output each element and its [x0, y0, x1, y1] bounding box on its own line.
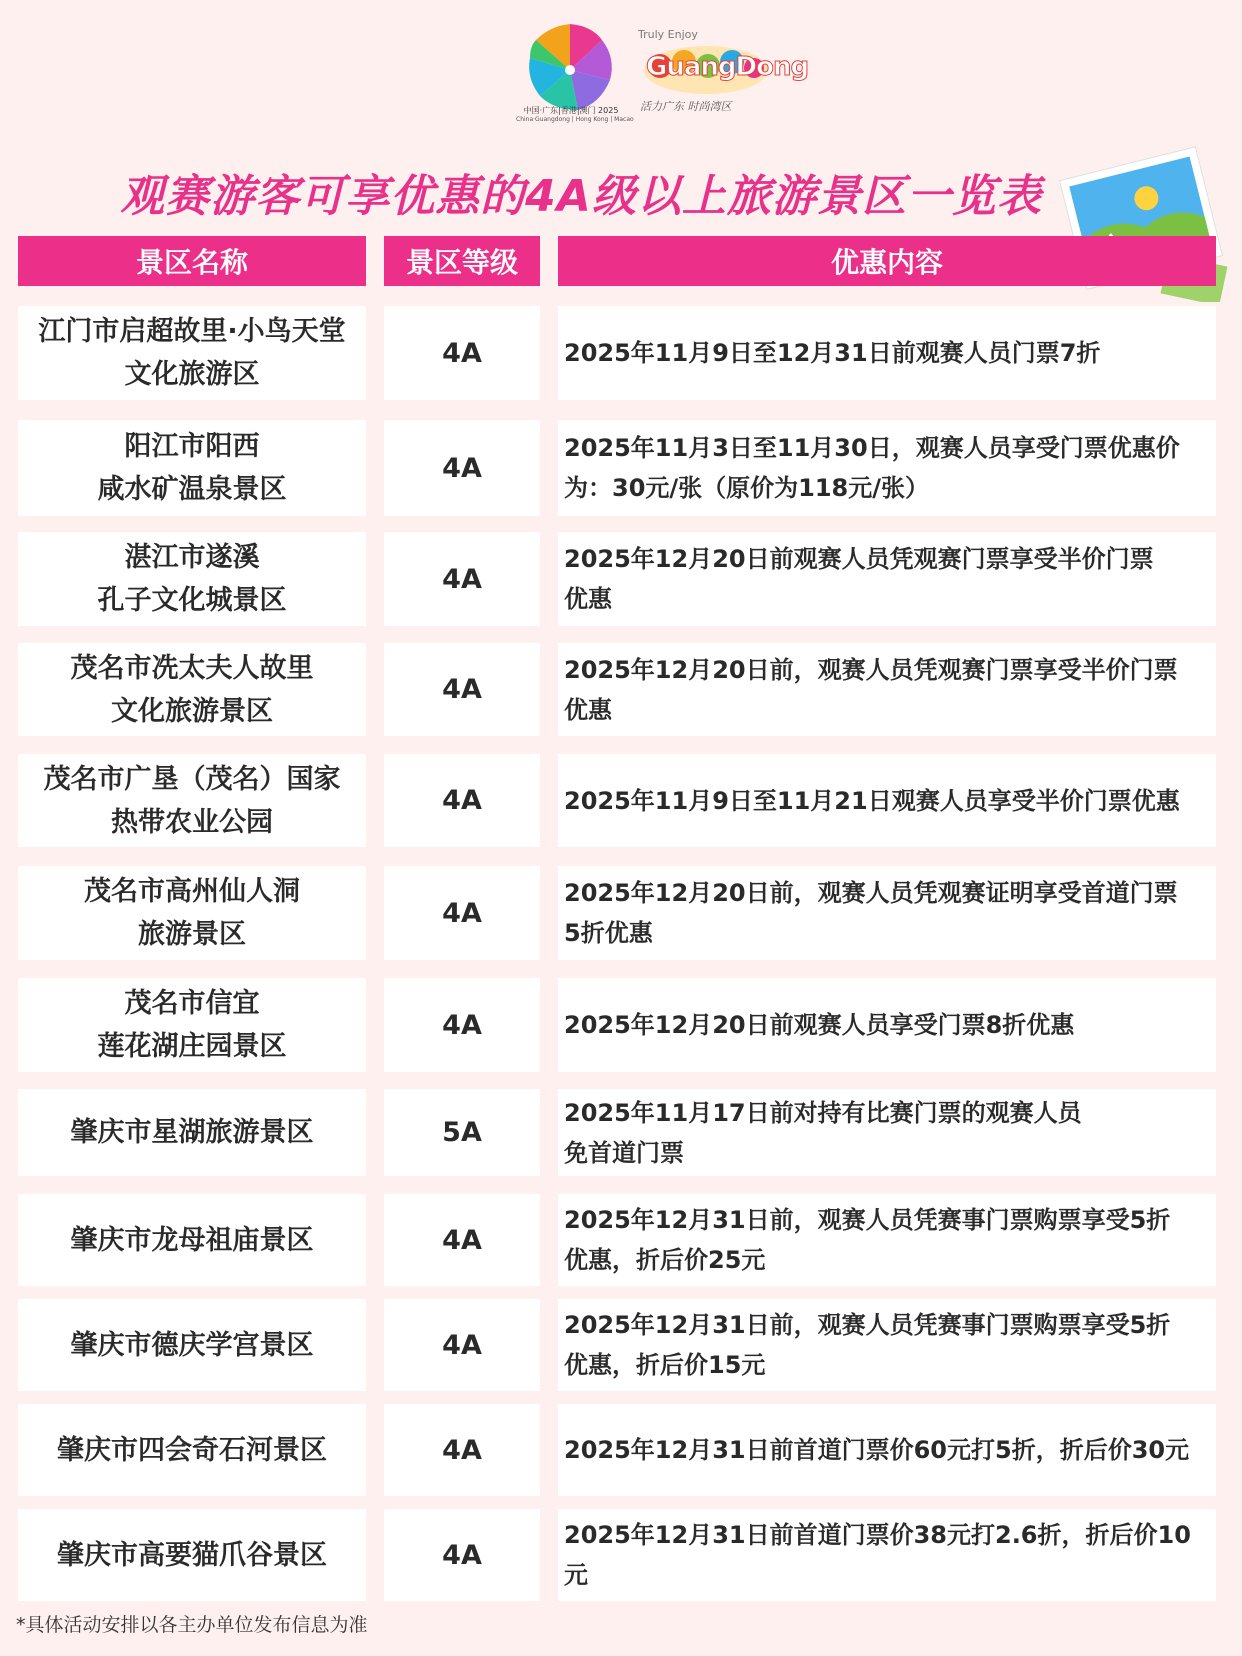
- scenic-level-cell: 4A: [384, 306, 540, 400]
- scenic-level-cell: 4A: [384, 978, 540, 1072]
- scenic-name-line: 咸水矿温泉景区: [97, 474, 287, 505]
- offer-line: 2025年12月31日前首道门票价38元打2.6折，折后价10元: [564, 1521, 1191, 1589]
- scenic-name-line: 茂名市高州仙人洞: [84, 876, 300, 907]
- guangdong-wordmark: GuangDong: [646, 52, 809, 82]
- scenic-name-line: 肇庆市龙母祖庙景区: [70, 1224, 314, 1256]
- scenic-name-cell: [18, 866, 366, 960]
- scenic-level-cell: 5A: [384, 1089, 540, 1176]
- offer-cell: [558, 1089, 1216, 1176]
- table-row: [18, 643, 1216, 736]
- offer-line: 免首道门票: [564, 1138, 684, 1167]
- scenic-level-cell: 4A: [384, 1194, 540, 1286]
- scenic-level-cell: 4A: [384, 532, 540, 626]
- scenic-name-cell: [18, 754, 366, 847]
- scenic-name-cell: [18, 420, 366, 516]
- scenic-level-cell: 4A: [384, 1299, 540, 1391]
- offer-line: 2025年11月17日前对持有比赛门票的观赛人员: [564, 1098, 1082, 1127]
- scenic-name-line: 旅游景区: [138, 919, 246, 950]
- offer-cell: [558, 754, 1216, 847]
- table-row: [18, 420, 1216, 516]
- offer-line: 2025年11月9日至11月21日观赛人员享受半价门票优惠: [564, 786, 1180, 815]
- scenic-name-line: 茂名市广垦（茂名）国家: [43, 763, 341, 795]
- offer-cell: [558, 866, 1216, 960]
- logo-area: [0, 0, 1242, 140]
- offer-cell: [558, 643, 1216, 736]
- scenic-name-line: 茂名市冼太夫人故里: [70, 652, 314, 684]
- table-row: [18, 754, 1216, 847]
- scenic-name-line: 肇庆市四会奇石河景区: [57, 1434, 327, 1466]
- offer-line: 2025年11月3日至11月30日，观赛人员享受门票优惠价: [564, 434, 1180, 462]
- table-row: [18, 1509, 1216, 1601]
- offer-line: 2025年12月20日前观赛人员凭观赛门票享受半价门票: [564, 545, 1154, 573]
- slogan: 活力广东 时尚湾区: [640, 100, 732, 113]
- offer-cell: [558, 1509, 1216, 1601]
- scenic-name-line: 阳江市阳西: [124, 431, 260, 462]
- offer-cell: [558, 532, 1216, 626]
- emblem-caption-english: China·Guangdong | Hong Kong | Macao: [516, 116, 634, 123]
- offer-cell: [558, 1299, 1216, 1391]
- page-title-text: 观赛游客可享优惠的4A级以上旅游景区一览表: [120, 171, 1042, 222]
- offer-line: 为：30元/张（原价为118元/张）: [564, 474, 930, 502]
- scenic-level-cell: 4A: [384, 754, 540, 847]
- offer-line: 2025年11月9日至12月31日前观赛人员门票7折: [564, 339, 1101, 367]
- table-row: [18, 1089, 1216, 1176]
- offer-line: 2025年12月20日前，观赛人员凭观赛门票享受半价门票: [564, 655, 1178, 684]
- scenic-name-cell: [18, 1194, 366, 1286]
- scenic-name-line: 莲花湖庄园景区: [97, 1031, 287, 1062]
- scenic-level-cell: 4A: [384, 866, 540, 960]
- emblem-caption: 中国·广东|香港|澳门 2025: [523, 106, 619, 115]
- header-offer: 优惠内容: [558, 236, 1216, 286]
- table-row: [18, 532, 1216, 626]
- scenic-name-line: 江门市启超故里·小鸟天堂: [38, 316, 346, 347]
- scenic-name-line: 肇庆市星湖旅游景区: [70, 1117, 314, 1148]
- scenic-name-cell: [18, 532, 366, 626]
- scenic-level-cell: 4A: [384, 1404, 540, 1496]
- header-scenic-level: 景区等级: [384, 236, 540, 286]
- offer-line: 优惠: [564, 585, 612, 613]
- offer-line: 优惠，折后价25元: [564, 1246, 766, 1274]
- scenic-name-cell: [18, 306, 366, 400]
- scenic-name-line: 文化旅游景区: [111, 695, 273, 727]
- offer-line: 2025年12月31日前，观赛人员凭赛事门票购票享受5折: [564, 1206, 1171, 1234]
- offer-line: 2025年12月31日前首道门票价60元打5折，折后价30元: [564, 1436, 1190, 1464]
- table-row: [18, 1194, 1216, 1286]
- offer-line: 2025年12月20日前观赛人员享受门票8折优惠: [564, 1011, 1075, 1039]
- offer-line: 5折优惠: [564, 919, 653, 947]
- footnote: *具体活动安排以各主办单位发布信息为准: [16, 1614, 368, 1636]
- scenic-name-line: 肇庆市高要猫爪谷景区: [57, 1539, 327, 1571]
- scenic-name-cell: [18, 1404, 366, 1496]
- offer-cell: [558, 420, 1216, 516]
- offer-line: 2025年12月31日前，观赛人员凭赛事门票购票享受5折: [564, 1311, 1171, 1339]
- offer-cell: [558, 306, 1216, 400]
- table-row: [18, 978, 1216, 1072]
- scenic-name-cell: [18, 1299, 366, 1391]
- scenic-name-cell: [18, 978, 366, 1072]
- table-row: [18, 306, 1216, 400]
- offer-cell: [558, 1194, 1216, 1286]
- scenic-name-cell: [18, 1089, 366, 1176]
- header-scenic-name: 景区名称: [18, 236, 366, 286]
- scenic-level-cell: 4A: [384, 420, 540, 516]
- scenic-name-line: 湛江市遂溪: [124, 542, 260, 573]
- scenic-level-cell: 4A: [384, 643, 540, 736]
- scenic-name-line: 肇庆市德庆学宫景区: [70, 1329, 314, 1361]
- scenic-name-line: 文化旅游区: [124, 359, 260, 390]
- offer-line: 2025年12月20日前，观赛人员凭观赛证明享受首道门票: [564, 879, 1178, 907]
- scenic-name-cell: [18, 1509, 366, 1601]
- scenic-name-line: 孔子文化城景区: [97, 585, 287, 616]
- scenic-name-cell: [18, 643, 366, 736]
- offer-cell: [558, 1404, 1216, 1496]
- table-row: [18, 866, 1216, 960]
- offer-line: 优惠: [564, 695, 612, 724]
- scenic-name-line: 热带农业公园: [111, 806, 273, 838]
- truly-enjoy-text: Truly Enjoy: [638, 28, 698, 41]
- offer-cell: [558, 978, 1216, 1072]
- table-row: [18, 1404, 1216, 1496]
- offer-line: 优惠，折后价15元: [564, 1351, 766, 1379]
- scenic-name-line: 茂名市信宜: [124, 988, 260, 1019]
- table-row: [18, 1299, 1216, 1391]
- scenic-level-cell: 4A: [384, 1509, 540, 1601]
